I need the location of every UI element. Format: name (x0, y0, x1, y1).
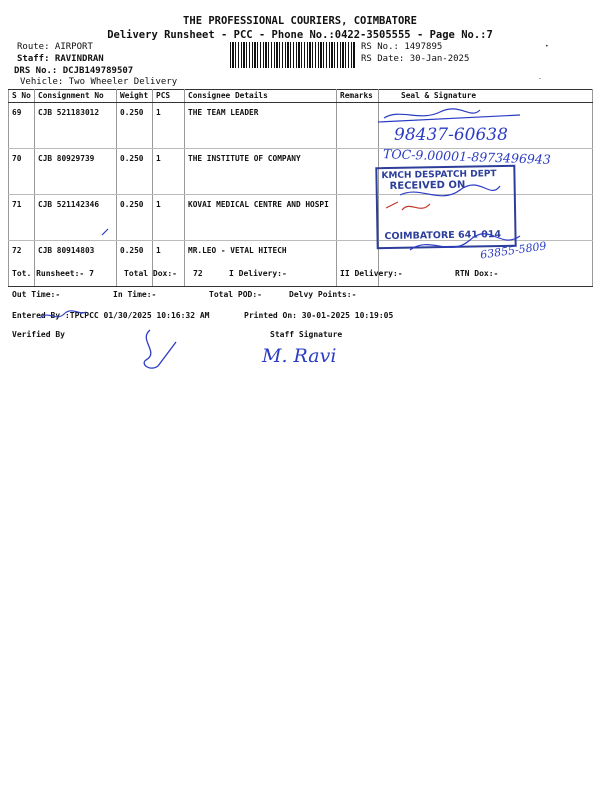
total-dox-label: Total Dox:- (124, 269, 177, 278)
signature-scribble-69 (378, 109, 520, 122)
cell-consignee: MR.LEO - VETAL HITECH (185, 241, 337, 287)
entered-by: Entered By :TPCPCC 01/30/2025 10:16:32 AM (12, 311, 210, 320)
company-title: THE PROFESSIONAL COURIERS, COIMBATORE (183, 15, 417, 27)
signature-scribble-71 (400, 185, 500, 196)
cell-weight: 0.250 (117, 241, 153, 287)
cell-consignment: CJB 80914803 (35, 241, 117, 287)
tick-mark (102, 229, 108, 235)
cell-weight: 0.250 (117, 149, 153, 195)
in-time: In Time:- (113, 290, 157, 299)
drs-number: DRS No.: DCJB149789507 (14, 66, 134, 76)
handwritten-phone-69: 98437-60638 (394, 125, 508, 145)
col-remarks: Remarks (337, 90, 379, 103)
delvy-points: Delvy Points:- (289, 290, 357, 299)
col-consignee: Consignee Details (185, 90, 337, 103)
col-weight: Weight (117, 90, 153, 103)
runsheet-subtitle: Delivery Runsheet - PCC - Phone No.:0422-3505555 - Page No.:7 (107, 29, 493, 41)
signature-scribble-72 (410, 234, 520, 250)
rs-number: RS No.: 1497895 (361, 42, 443, 52)
cell-weight: 0.250 (117, 195, 153, 241)
cell-weight: 0.250 (117, 103, 153, 149)
col-seal: Seal & Signature (379, 90, 593, 103)
cell-consignee: KOVAI MEDICAL CENTRE AND HOSPI (185, 195, 337, 241)
speck-mark: • (545, 43, 549, 50)
vehicle-label: Vehicle: Two Wheeler Delivery (20, 77, 178, 87)
cell-consignee: THE TEAM LEADER (185, 103, 337, 149)
total-pod: Total POD:- (209, 290, 262, 299)
printed-on: Printed On: 30-01-2025 10:19:05 (244, 311, 394, 320)
verified-signature (144, 330, 176, 368)
out-time: Out Time:- (12, 290, 61, 299)
cell-pcs: 1 (153, 241, 185, 287)
handwritten-phone-70: TOC-9.00001-8973496943 (382, 146, 552, 167)
rs-date: RS Date: 30-Jan-2025 (361, 54, 470, 64)
entered-scribble (40, 311, 86, 318)
staff-signature-label: Staff Signature (270, 330, 343, 339)
stamp-dept: KMCH DESPATCH DEPT (381, 169, 497, 182)
route-label: Route: AIRPORT (17, 42, 93, 52)
cell-consignment: CJB 521142346 (35, 195, 117, 241)
rtn-dox: RTN Dox:- (455, 269, 499, 278)
cell-consignment: CJB 80929739 (35, 149, 117, 195)
handwritten-phone-72: 63855-5809 (479, 239, 548, 262)
i-delivery: I Delivery:- (229, 269, 287, 278)
col-sno: S No (9, 90, 35, 103)
cell-pcs: 1 (153, 103, 185, 149)
cell-sno: 71 (9, 195, 35, 241)
tot-runsheet: Tot. Runsheet:- 7 (12, 269, 94, 278)
cell-sno: 72 (9, 241, 35, 287)
cell-pcs: 1 (153, 195, 185, 241)
cell-sno: 70 (9, 149, 35, 195)
cell-sno: 69 (9, 103, 35, 149)
col-pcs: PCS (153, 90, 185, 103)
stamp-received: RECEIVED ON (389, 179, 466, 192)
cell-pcs: 1 (153, 149, 185, 195)
staff-signature: M. Ravi (262, 345, 337, 367)
staff-label: Staff: RAVINDRAN (17, 54, 104, 64)
speck-mark-2: - (538, 75, 542, 82)
col-consignment: Consignment No (35, 90, 117, 103)
date-scribble-71 (386, 202, 430, 210)
total-dox-value: 72 (193, 269, 203, 278)
cell-consignee: THE INSTITUTE OF COMPANY (185, 149, 337, 195)
verified-by: Verified By (12, 330, 65, 339)
stamp-city: COIMBATORE 641 014 (384, 229, 502, 243)
cell-consignment: CJB 521183012 (35, 103, 117, 149)
ii-delivery: II Delivery:- (340, 269, 403, 278)
